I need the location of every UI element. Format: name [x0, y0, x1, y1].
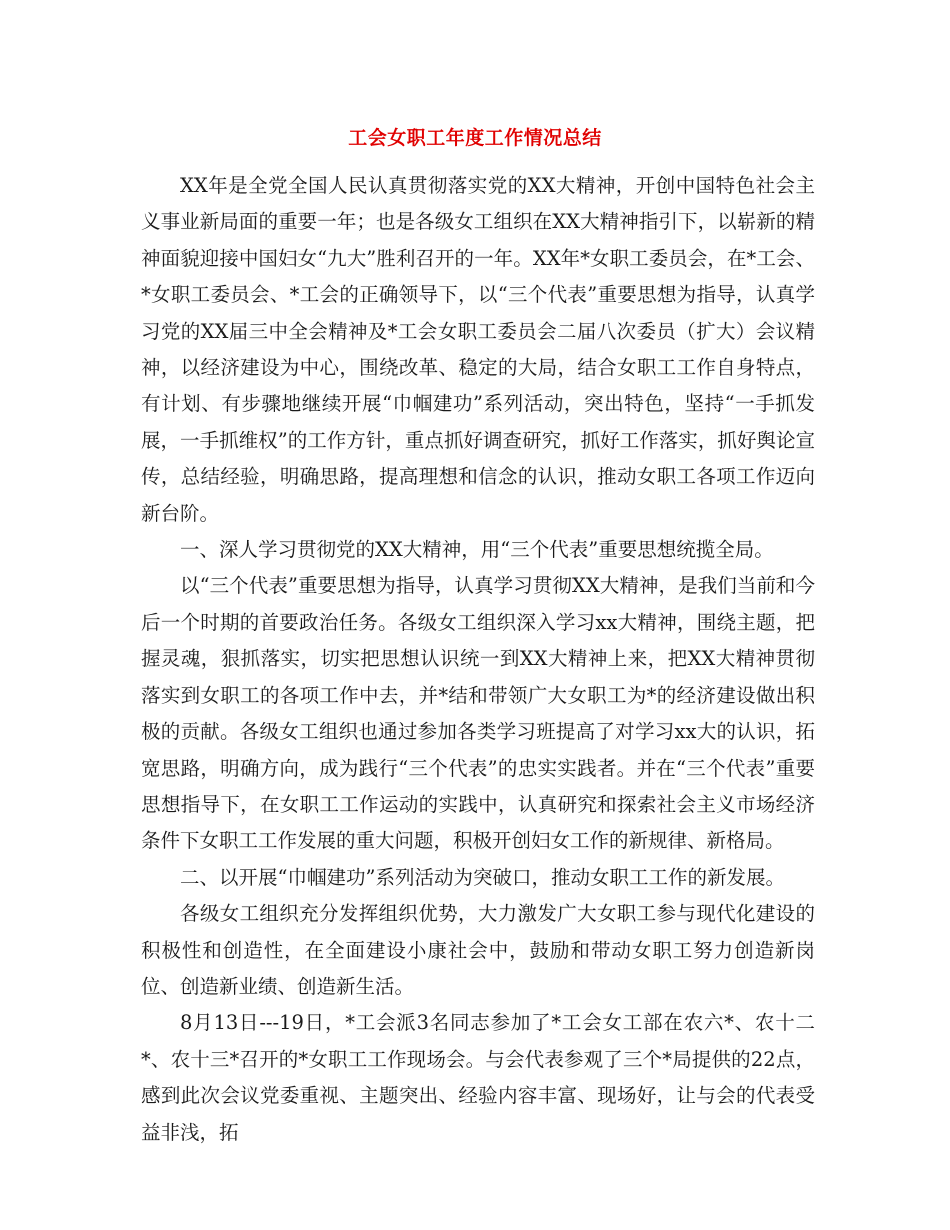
document-title: 工会女职工年度工作情况总结 [348, 127, 602, 149]
section-heading-2: 二、以开展“巾帼建功”系列活动为突破口，推动女职工工作的新发展。 [180, 865, 785, 889]
section-heading-1: 一、深人学习贯彻党的XX大精神，用“三个代表”重要思想统揽全局。 [180, 538, 774, 562]
paragraph-section-1: 以“三个代表”重要思想为指导，认真学习贯彻XX大精神，是我们当前和今后一个时期的首要政治任务。各级女工组织深入学习xx大精神，围绕主题，把握灵魂，狠抓落实，切实把思想认识统一到XX大精神上来，把XX大精神贯彻落实到女职工的各项工作中去，并*结和带领广大女职工为*的经济建设做出积极的贡献。各级女工组织也通过参加各类学习班提高了对学习xx大的认识，拓宽思路，明确方向，成为践行“三个代表”的忠实实践者。并在“三个代表”重要思想指导下，在女职工工作运动的实践中，认真研究和探索社会主义市场经济条件下女职工工作发展的重大问题，积极开创妇女工作的新规律、新格局。 [141, 574, 815, 853]
paragraph-intro: XX年是全党全国人民认真贯彻落实党的XX大精神，开创中国特色社会主义事业新局面的重要一年；也是各级女工组织在XX大精神指引下，以崭新的精神面貌迎接中国妇女“九大”胜利召开的一年。XX年*女职工委员会，在*工会、*女职工委员会、*工会的正确领导下，以“三个代表”重要思想为指导，认真学习党的XX届三中全会精神及*工会女职工委员会二届八次委员（扩大）会议精神，以经济建设为中心，围绕改革、稳定的大局，结合女职工工作自身特点，有计划、有步骤地继续开展“巾帼建功”系列活动，突出特色，坚持“一手抓发展，一手抓维权”的工作方针，重点抓好调查研究，抓好工作落实，抓好舆论宣传，总结经验，明确思路，提高理想和信念的认识，推动女职工各项工作迈向新台阶。 [141, 174, 815, 525]
paragraph-meeting: 8月13日---19日，*工会派3名同志参加了*工会女工部在农六*、农十二*、农十三*召开的*女职工工作现场会。与会代表参观了三个*局提供的22点，感到此次会议党委重视、主题突出、经验内容丰富、现场好，让与会的代表受益非浅，拓 [141, 1011, 815, 1144]
document-body [141, 168, 815, 1151]
paragraph-section-2: 各级女工组织充分发挥组织优势，大力激发广大女职工参与现代化建设的积极性和创造性，在全面建设小康社会中，鼓励和带动女职工努力创造新岗位、创造新业绩、创造新生活。 [141, 902, 815, 998]
